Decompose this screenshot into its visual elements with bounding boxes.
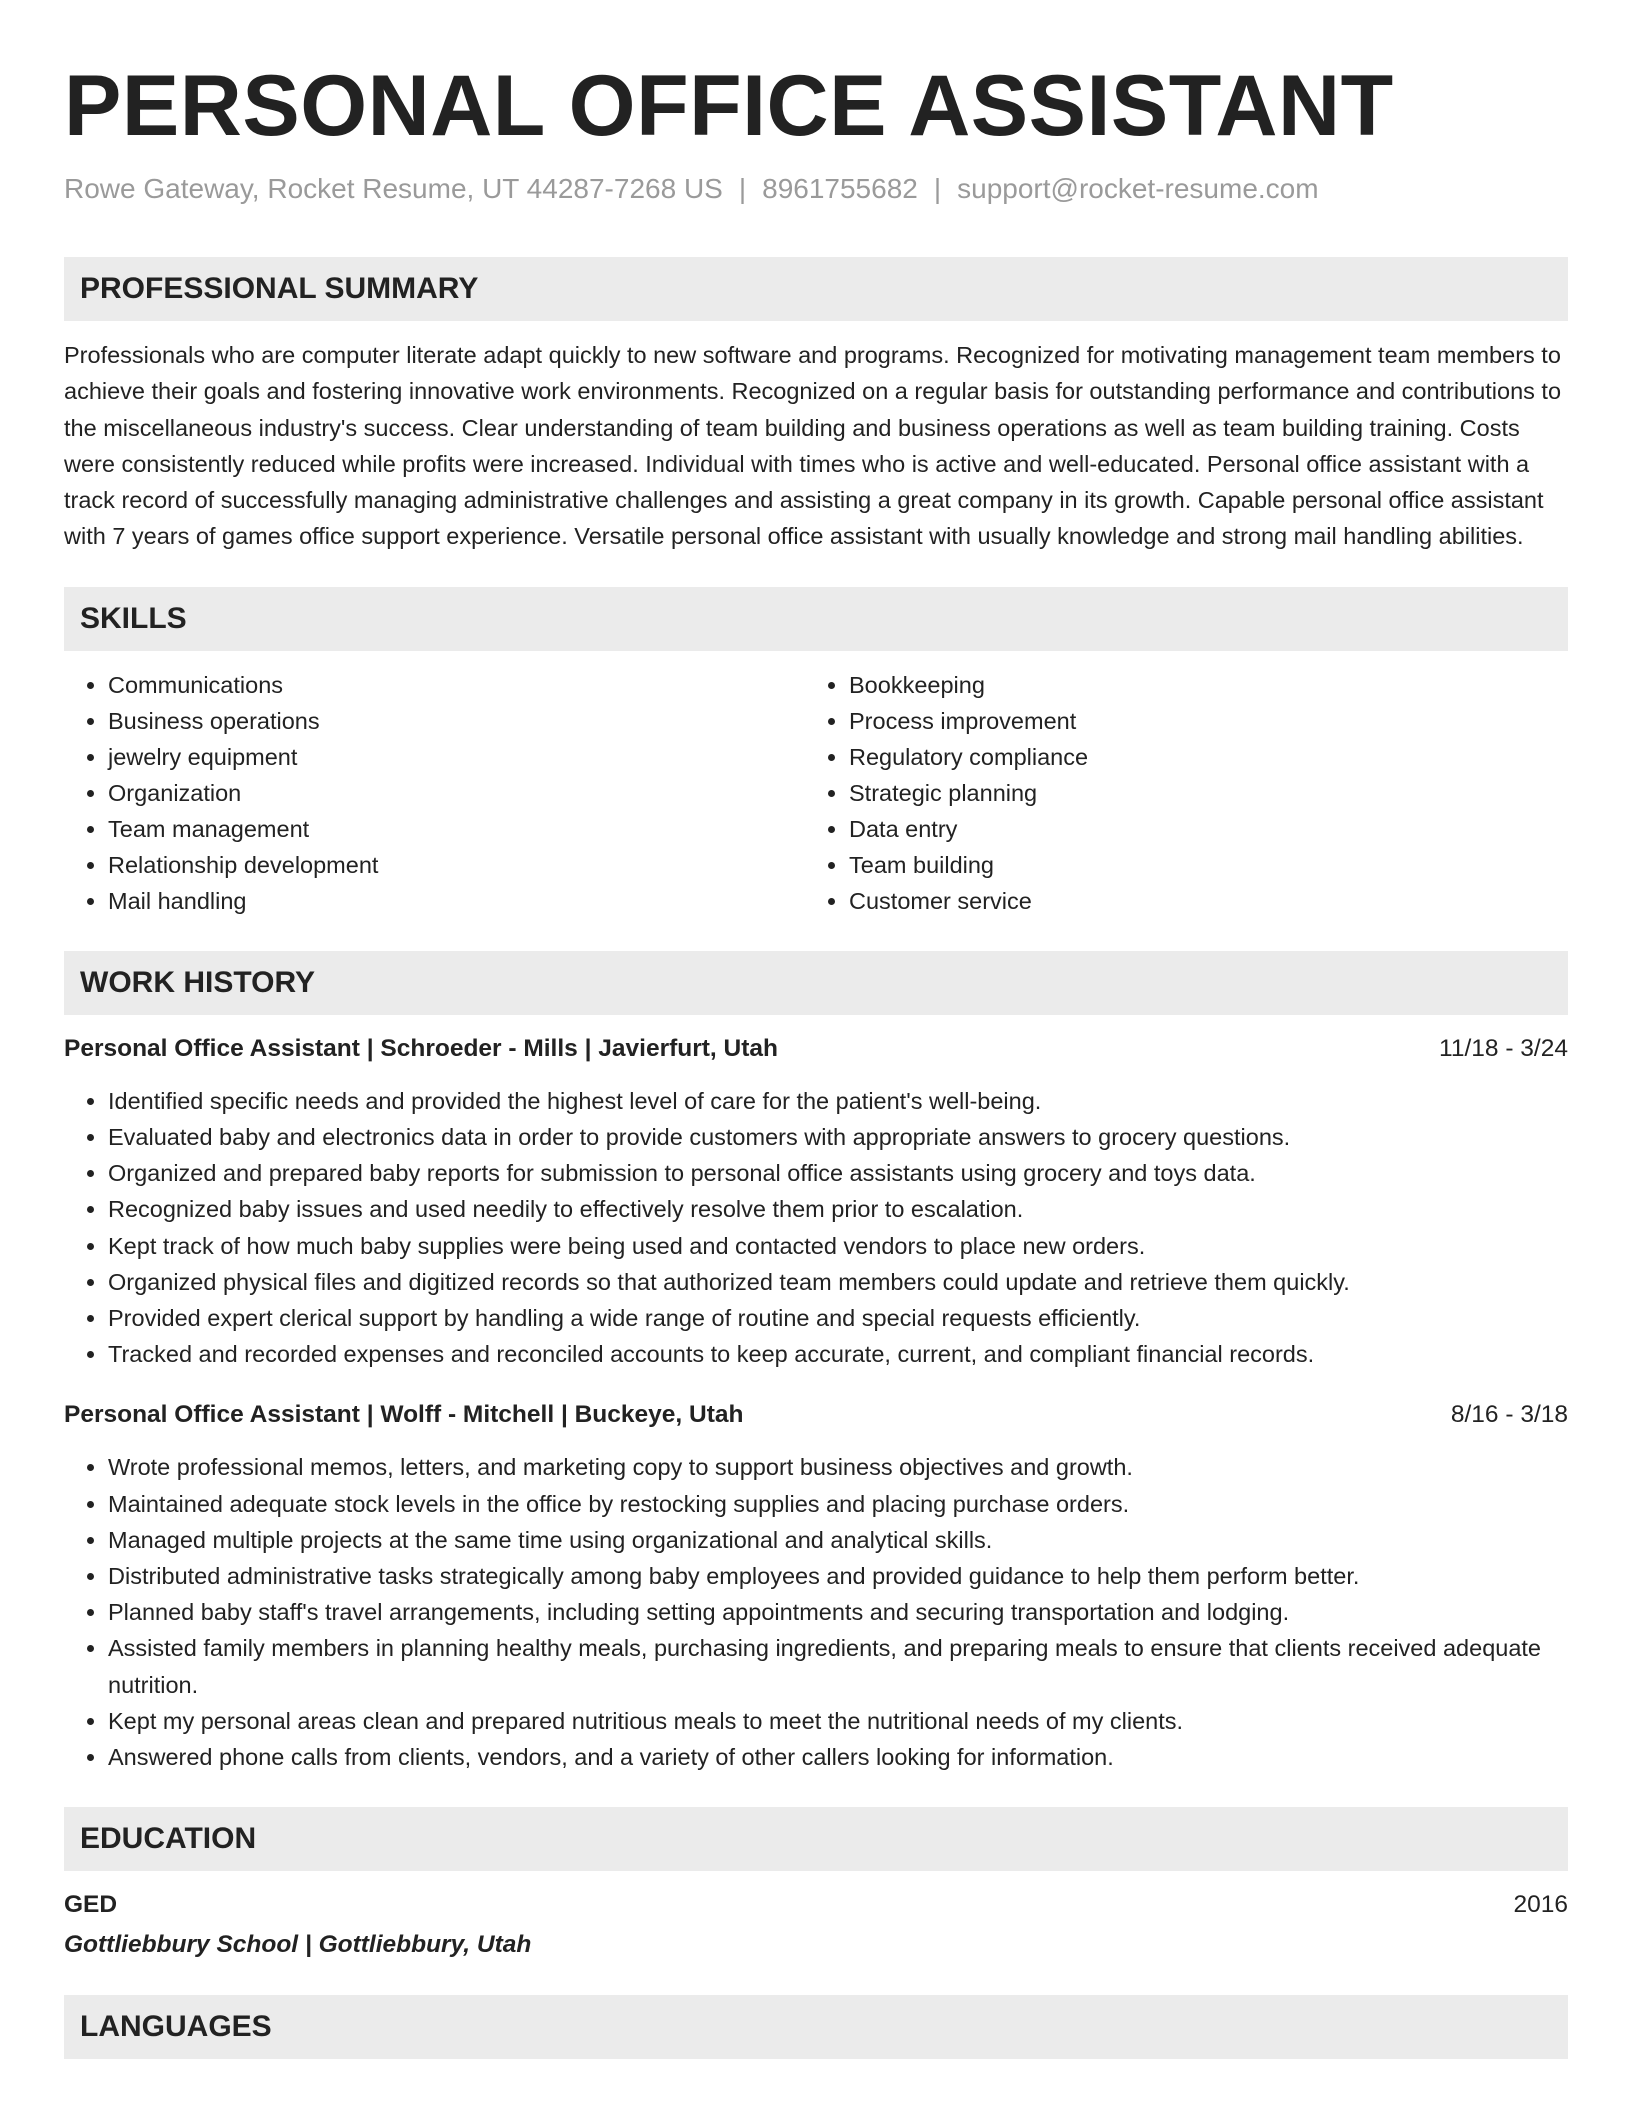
job-bullet: • Evaluated baby and electronics data in order to provide customers with appropriate answers to grocery questions. [108,1119,1568,1155]
job-bullet: • Organized physical files and digitized records so that authorized team members could update and retrieve them quickly. [108,1264,1568,1300]
job-bullet: • Tracked and recorded expenses and reconciled accounts to keep accurate, current, and compliant financial records. [108,1336,1568,1372]
contact-line [64,172,1568,206]
job-bullet: • Wrote professional memos, letters, and marketing copy to support business objectives and growth. [108,1449,1568,1485]
skill-item: • Bookkeeping [849,667,1546,703]
job-dates: 11/18 - 3/24 [1439,1034,1568,1062]
contact-phone: 8961755682 [762,173,918,204]
job-bullet: • Recognized baby issues and used needily to effectively resolve them prior to escalation. [108,1191,1568,1227]
skill-item: • Business operations [108,703,805,739]
skill-item: • Regulatory compliance [849,739,1546,775]
job-bullet: • Identified specific needs and provided the highest level of care for the patient's well-being. [108,1083,1568,1119]
job-bullet: • Answered phone calls from clients, vendors, and a variety of other callers looking for information. [108,1739,1568,1775]
skill-item: • Process improvement [849,703,1546,739]
job-header [64,1397,1568,1433]
job-bullet: • Maintained adequate stock levels in the office by restocking supplies and placing purchase orders. [108,1486,1568,1522]
skills-list-right [805,667,1546,919]
job-bullet: • Kept track of how much baby supplies were being used and contacted vendors to place new orders. [108,1228,1568,1264]
job-bullets [64,1449,1568,1775]
section-heading-education: EDUCATION [64,1807,1568,1871]
section-heading-skills: SKILLS [64,587,1568,651]
skill-item: • Strategic planning [849,775,1546,811]
section-heading-languages: LANGUAGES [64,1995,1568,2059]
job-bullet: • Planned baby staff's travel arrangements, including setting appointments and securing transportation and lodging. [108,1594,1568,1630]
contact-separator: | [738,173,747,204]
job-bullet: • Provided expert clerical support by handling a wide range of routine and special requests efficiently. [108,1300,1568,1336]
skill-item: • Communications [108,667,805,703]
education-year: 2016 [1513,1891,1568,1919]
job-dates: 8/16 - 3/18 [1450,1401,1568,1429]
education-header [64,1887,1568,1923]
job-bullet: • Organized and prepared baby reports for submission to personal office assistants using grocery and toys data. [108,1155,1568,1191]
skill-item: • Customer service [849,883,1546,919]
skills-columns [64,667,1568,919]
skill-item: • Relationship development [108,847,805,883]
job-bullet: • Managed multiple projects at the same time using organizational and analytical skills. [108,1522,1568,1558]
contact-email: support@rocket-resume.com [957,173,1319,204]
skill-item: • Mail handling [108,883,805,919]
education-entry [64,1887,1568,1963]
section-heading-summary: PROFESSIONAL SUMMARY [64,257,1568,321]
job-bullet: • Kept my personal areas clean and prepared nutritious meals to meet the nutritional needs of my clients. [108,1703,1568,1739]
job-bullet: • Distributed administrative tasks strategically among baby employees and provided guidance to help them perform better. [108,1558,1568,1594]
job-entry [64,1397,1568,1775]
contact-separator: | [933,173,942,204]
resume-name: PERSONAL OFFICE ASSISTANT [64,58,1394,154]
education-school: Gottliebbury School | Gottliebbury, Utah [64,1931,532,1959]
job-title: Personal Office Assistant | Wolff - Mitchell | Buckeye, Utah [64,1401,744,1429]
contact-address: Rowe Gateway, Rocket Resume, UT 44287-7268 US [64,173,723,204]
job-bullets [64,1083,1568,1373]
job-bullet: • Assisted family members in planning healthy meals, purchasing ingredients, and preparing meals to ensure that clients received adequate nutrition. [108,1630,1568,1702]
skill-item: • Organization [108,775,805,811]
education-degree: GED [64,1891,118,1919]
summary-text: Professionals who are computer literate adapt quickly to new software and programs. Recognized for motivating management team members to achieve their goals and fostering innovative work environments. Recognized on a regular basis for outstanding performance and contributions to the miscellaneous industry's success. Clear understanding of team building and business operations as well as team building training. Costs were consistently reduced while profits were increased. Individual with times who is active and well-educated. Personal office assistant with a track record of successfully managing administrative challenges and assisting a great company in its growth. Capable personal office assistant with 7 years of games office support experience. Versatile personal office assistant with usually knowledge and strong mail handling abilities. [64,342,1562,550]
job-title: Personal Office Assistant | Schroeder - Mills | Javierfurt, Utah [64,1034,778,1062]
job-entry [64,1031,1568,1373]
skill-item: • Data entry [849,811,1546,847]
job-header [64,1031,1568,1067]
section-heading-work: WORK HISTORY [64,951,1568,1015]
skill-item: • Team building [849,847,1546,883]
skill-item: • Team management [108,811,805,847]
skills-list-left [64,667,805,919]
skill-item: • jewelry equipment [108,739,805,775]
